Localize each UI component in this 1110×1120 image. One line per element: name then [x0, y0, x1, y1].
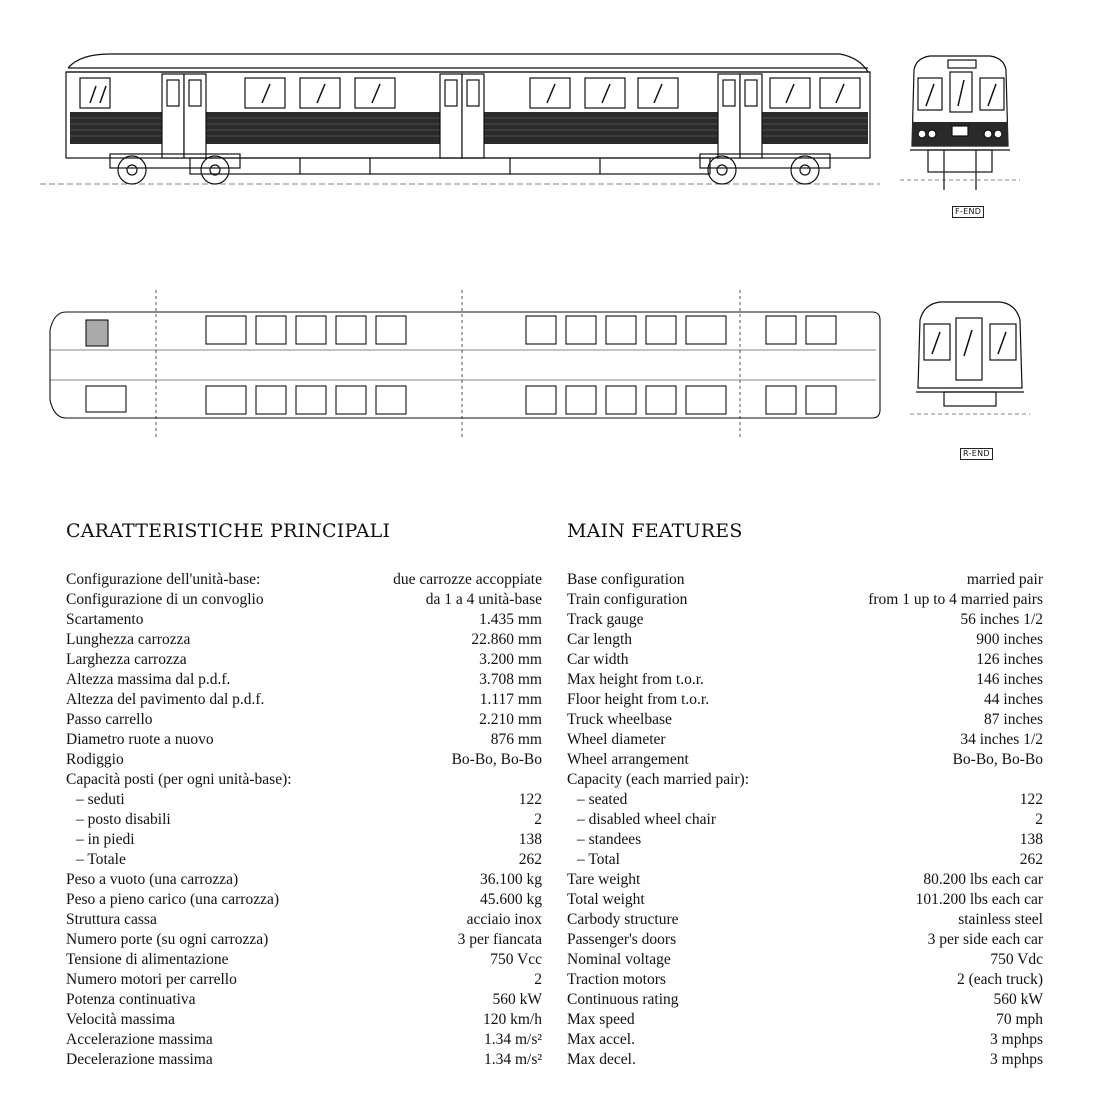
spec-row [66, 930, 542, 950]
spec-label: – Total [577, 851, 620, 868]
spec-label: – standees [577, 831, 642, 848]
spec-label: Peso a pieno carico (una carrozza) [66, 891, 280, 908]
spec-label: – seated [577, 791, 628, 808]
spec-row [567, 870, 1043, 890]
spec-label: Configurazione di un convoglio [66, 591, 264, 608]
rear-end-label: R-END [960, 448, 993, 460]
spec-row [66, 1030, 542, 1050]
spec-label: Tensione di alimentazione [66, 951, 229, 968]
spec-row [567, 750, 1043, 770]
spec-label: – disabled wheel chair [577, 811, 717, 828]
spec-label: Capacità posti (per ogni unità-base): [66, 771, 292, 788]
spec-row [567, 890, 1043, 910]
spec-label: Altezza del pavimento dal p.d.f. [66, 691, 265, 708]
italian-specs-list [66, 570, 542, 1070]
spec-row [567, 1050, 1043, 1070]
spec-label: Traction motors [567, 971, 666, 988]
spec-row [66, 970, 542, 990]
spec-row [66, 590, 542, 610]
spec-value: 36.100 kg [480, 871, 542, 888]
spec-value: Bo-Bo, Bo-Bo [952, 751, 1043, 768]
spec-row [66, 630, 542, 650]
spec-label: Decelerazione massima [66, 1051, 213, 1068]
spec-value: acciaio inox [466, 911, 542, 928]
spec-row [66, 770, 542, 790]
spec-label: Scartamento [66, 611, 144, 628]
spec-value: from 1 up to 4 married pairs [868, 591, 1043, 608]
spec-label: Track gauge [567, 611, 644, 628]
spec-row [66, 910, 542, 930]
spec-row [66, 650, 542, 670]
spec-value: 70 mph [996, 1011, 1043, 1028]
spec-value: 876 mm [490, 731, 542, 748]
spec-row [567, 910, 1043, 930]
spec-value: 44 inches [984, 691, 1043, 708]
spec-label: Passenger's doors [567, 931, 677, 948]
spec-row [66, 1010, 542, 1030]
english-specs-list [567, 570, 1043, 1070]
spec-value: 2.210 mm [479, 711, 542, 728]
spec-value: 2 [1035, 811, 1043, 828]
spec-label: Larghezza carrozza [66, 651, 187, 668]
english-specs-column [567, 518, 1043, 1070]
spec-label: Struttura cassa [66, 911, 157, 928]
spec-value: 560 kW [993, 991, 1043, 1008]
spec-value: 3 mphps [990, 1051, 1043, 1068]
spec-row [66, 790, 542, 810]
spec-value: 900 inches [976, 631, 1043, 648]
spec-value: 1.435 mm [479, 611, 542, 628]
spec-value: 262 [1019, 851, 1043, 868]
spec-value: 1.34 m/s² [483, 1031, 542, 1048]
spec-value: 560 kW [492, 991, 542, 1008]
spec-value: 45.600 kg [480, 891, 542, 908]
spec-label: Carbody structure [567, 911, 679, 928]
spec-value: 34 inches 1/2 [960, 731, 1043, 748]
spec-row [66, 950, 542, 970]
spec-label: Numero motori per carrello [66, 971, 237, 988]
spec-value: 750 Vdc [990, 951, 1043, 968]
spec-value: 262 [518, 851, 542, 868]
spec-row [66, 690, 542, 710]
spec-label: Velocità massima [66, 1011, 175, 1028]
spec-value: 3.200 mm [479, 651, 542, 668]
spec-row [66, 710, 542, 730]
spec-value: 1.117 mm [479, 691, 542, 708]
spec-label: Passo carrello [66, 711, 153, 728]
spec-value: 3 per fiancata [457, 931, 542, 948]
spec-row [66, 830, 542, 850]
spec-label: Max speed [567, 1011, 635, 1028]
spec-row [567, 810, 1043, 830]
spec-row [567, 690, 1043, 710]
spec-row [66, 890, 542, 910]
spec-row [567, 950, 1043, 970]
spec-value: 3 mphps [990, 1031, 1043, 1048]
spec-label: Altezza massima dal p.d.f. [66, 671, 231, 688]
floor-plan-drawing [46, 290, 886, 450]
spec-label: Floor height from t.o.r. [567, 691, 710, 708]
spec-row [66, 570, 542, 590]
spec-label: Train configuration [567, 591, 688, 608]
spec-value: 126 inches [976, 651, 1043, 668]
spec-value: 120 km/h [483, 1011, 542, 1028]
english-heading: MAIN FEATURES [567, 520, 743, 542]
spec-value: 2 [534, 811, 542, 828]
spec-row [66, 730, 542, 750]
italian-specs-column [66, 518, 542, 1070]
spec-label: Tare weight [567, 871, 641, 888]
spec-value: 146 inches [976, 671, 1043, 688]
spec-label: Continuous rating [567, 991, 679, 1008]
spec-label: Truck wheelbase [567, 711, 672, 728]
spec-label: – Totale [76, 851, 126, 868]
spec-value: da 1 a 4 unità-base [425, 591, 542, 608]
spec-value: 56 inches 1/2 [960, 611, 1043, 628]
spec-row [567, 790, 1043, 810]
spec-value: 2 [534, 971, 542, 988]
spec-row [567, 770, 1043, 790]
spec-label: Rodiggio [66, 751, 124, 768]
spec-label: Wheel diameter [567, 731, 666, 748]
spec-row [567, 650, 1043, 670]
spec-row [567, 850, 1043, 870]
spec-label: Max decel. [567, 1051, 636, 1068]
spec-row [66, 610, 542, 630]
side-elevation-drawing [40, 48, 880, 198]
spec-value: 2 (each truck) [956, 971, 1043, 988]
spec-label: – seduti [76, 791, 125, 808]
spec-row [567, 930, 1043, 950]
spec-label: Numero porte (su ogni carrozza) [66, 931, 269, 948]
spec-value: 80.200 lbs each car [923, 871, 1043, 888]
spec-value: 87 inches [984, 711, 1043, 728]
spec-row [567, 590, 1043, 610]
spec-row [567, 1030, 1043, 1050]
spec-label: Car length [567, 631, 632, 648]
spec-row [567, 630, 1043, 650]
spec-value: stainless steel [958, 911, 1043, 928]
spec-label: Max accel. [567, 1031, 635, 1048]
spec-label: – in piedi [76, 831, 135, 848]
spec-label: Peso a vuoto (una carrozza) [66, 871, 239, 888]
spec-value: married pair [966, 571, 1043, 588]
spec-value: 101.200 lbs each car [915, 891, 1043, 908]
spec-value: due carrozze accoppiate [393, 571, 542, 588]
spec-value: 3.708 mm [479, 671, 542, 688]
spec-row [567, 970, 1043, 990]
spec-row [66, 670, 542, 690]
spec-label: Capacity (each married pair): [567, 771, 750, 788]
spec-value: 138 [518, 831, 542, 848]
spec-row [567, 670, 1043, 690]
rear-end-view-drawing [910, 296, 1030, 436]
spec-row [567, 730, 1043, 750]
italian-heading: CARATTERISTICHE PRINCIPALI [66, 520, 391, 542]
front-end-view-drawing [900, 50, 1020, 200]
spec-label: Potenza continuativa [66, 991, 196, 1008]
spec-row [567, 570, 1043, 590]
spec-row [66, 750, 542, 770]
spec-value: 750 Vcc [490, 951, 542, 968]
spec-row [567, 990, 1043, 1010]
front-end-label: F-END [952, 206, 984, 218]
spec-value: 22.860 mm [471, 631, 542, 648]
spec-label: Configurazione dell'unità-base: [66, 571, 261, 588]
spec-row [567, 1010, 1043, 1030]
spec-value: 138 [1019, 831, 1043, 848]
spec-row [66, 850, 542, 870]
spec-label: Base configuration [567, 571, 685, 588]
spec-row [567, 610, 1043, 630]
spec-value: 122 [1019, 791, 1043, 808]
spec-label: Nominal voltage [567, 951, 671, 968]
spec-value: 3 per side each car [927, 931, 1043, 948]
spec-label: Wheel arrangement [567, 751, 689, 768]
spec-label: Diametro ruote a nuovo [66, 731, 214, 748]
spec-label: Total weight [567, 891, 645, 908]
spec-row [66, 810, 542, 830]
spec-value: 1.34 m/s² [483, 1051, 542, 1068]
spec-row [567, 710, 1043, 730]
spec-value: 122 [518, 791, 542, 808]
spec-label: Accelerazione massima [66, 1031, 213, 1048]
spec-label: Max height from t.o.r. [567, 671, 704, 688]
spec-row [66, 990, 542, 1010]
spec-label: Lunghezza carrozza [66, 631, 191, 648]
spec-row [66, 1050, 542, 1070]
spec-label: – posto disabili [76, 811, 171, 828]
spec-row [567, 830, 1043, 850]
spec-label: Car width [567, 651, 629, 668]
spec-value: Bo-Bo, Bo-Bo [451, 751, 542, 768]
spec-row [66, 870, 542, 890]
